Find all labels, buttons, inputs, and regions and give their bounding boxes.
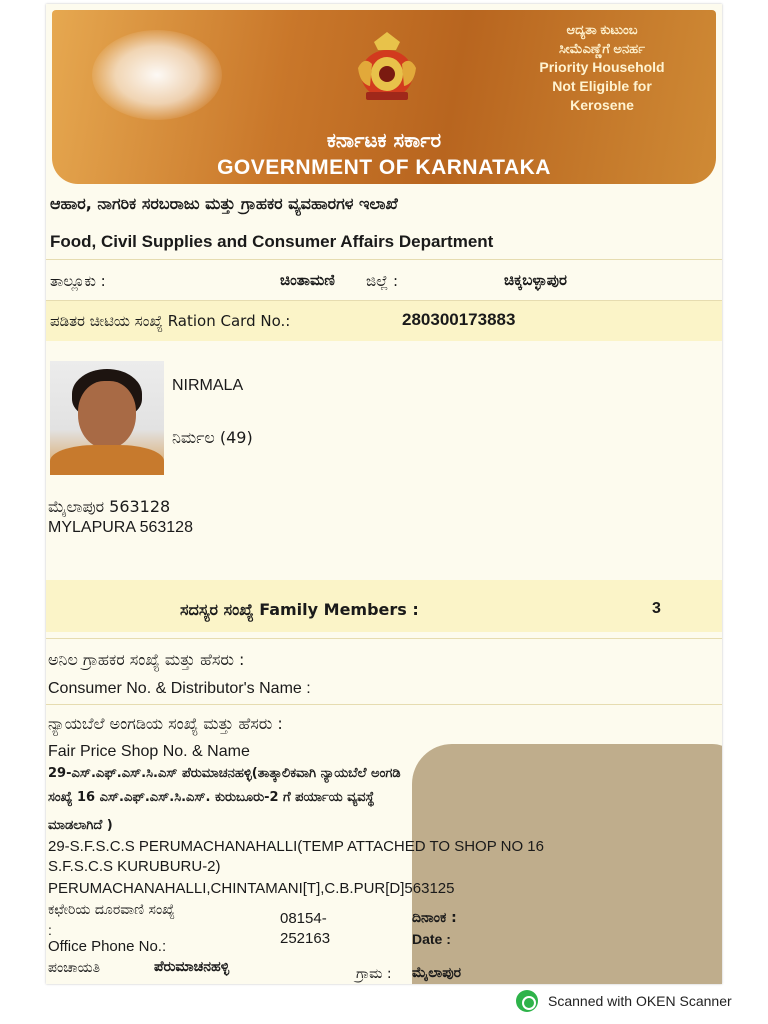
priority-kn-line: ಆದ್ಯತಾ ಕುಟುಂಬ: [566, 22, 638, 37]
light-glare: [92, 30, 222, 120]
district-value: ಚಿಕ್ಕಬಳ್ಳಾಪುರ: [504, 271, 567, 289]
ration-card: [46, 4, 722, 984]
panchayat-label: ಪಂಚಾಯತಿ: [48, 960, 101, 976]
office-phone-number: 252163: [280, 930, 331, 947]
holder-name-en: NIRMALA: [172, 377, 244, 394]
ration-card-number: 280300173883: [402, 310, 516, 329]
government-title-en: GOVERNMENT OF KARNATAKA: [217, 156, 551, 179]
consumer-label-en: Consumer No. & Distributor's Name :: [48, 680, 311, 697]
card-header: [52, 10, 716, 184]
department-name-kn: ಆಹಾರ, ನಾಗರಿಕ ಸರಬರಾಜು ಮತ್ತು ಗ್ರಾಹಕರ ವ್ಯವಹಾರಗಳ ಇಲಾಖೆ: [50, 194, 398, 213]
shop-line: ಸಂಖ್ಯೆ 16 ಎಸ್.ಎಫ್.ಎಸ್.ಸಿ.ಎಸ್. ಕುರುಬೂರು-2 ಗೆ ಪರ್ಯಾಯ ವ್ಯವಸ್ಥೆ: [48, 790, 375, 805]
taluk-label: ತಾಲ್ಲೂಕು :: [50, 272, 106, 290]
shop-line: 29-S.F.S.C.S PERUMACHANAHALLI(TEMP ATTACHED TO SHOP NO 16: [48, 838, 544, 855]
scan-shadow: [412, 744, 722, 984]
family-members-count: 3: [652, 600, 661, 617]
holder-name-kn-age: ನಿರ್ಮಲ (49): [172, 428, 253, 447]
scanner-watermark: [516, 990, 732, 1012]
address-kn: ಮೈಲಾಪುರ 563128: [48, 497, 171, 516]
karnataka-emblem-icon: [352, 28, 422, 108]
shop-label-kn: ನ್ಯಾಯಬೆಲೆ ಅಂಗಡಿಯ ಸಂಖ್ಯೆ ಮತ್ತು ಹೆಸರು :: [48, 714, 283, 733]
shop-line: 29-ಎಸ್.ಎಫ್.ಎಸ್.ಸಿ.ಎಸ್ ಪೆರುಮಾಚನಹಳ್ಳಿ(ತಾತ್ಕಾಲಿಕವಾಗಿ ನ್ಯಾಯಬೆಲೆ ಅಂಗಡಿ: [48, 766, 401, 781]
priority-en-line: Not Eligible for: [552, 78, 652, 94]
department-name-en: Food, Civil Supplies and Consumer Affairs Department: [50, 232, 494, 251]
shop-line: ಮಾಡಲಾಗಿದೆ ): [48, 818, 113, 833]
office-phone-number: 08154-: [280, 910, 327, 927]
address-en: MYLAPURA 563128: [48, 519, 193, 536]
divider: [46, 638, 722, 639]
ration-card-label: ಪಡಿತರ ಚೀಟಿಯ ಸಂಖ್ಯೆ Ration Card No.:: [50, 312, 291, 330]
district-label: ಜಿಲ್ಲೆ :: [366, 272, 399, 290]
office-phone-colon: :: [48, 922, 52, 938]
village-value: ಮೈಲಾಪುರ: [412, 965, 462, 981]
date-label-kn: ದಿನಾಂಕ :: [412, 910, 457, 926]
scanner-text: Scanned with OKEN Scanner: [548, 993, 732, 1009]
government-title-kn: ಕರ್ನಾಟಕ ಸರ್ಕಾರ: [326, 128, 442, 152]
family-members-label: ಸದಸ್ಯರ ಸಂಖ್ಯೆ Family Members :: [180, 600, 419, 619]
shop-label-en: Fair Price Shop No. & Name: [48, 743, 250, 760]
priority-household-text: [492, 20, 712, 115]
holder-photo: [50, 361, 164, 475]
office-phone-label-kn: ಕಛೇರಿಯ ದೂರವಾಣಿ ಸಂಖ್ಯೆ: [48, 902, 175, 918]
consumer-label-kn: ಅನಿಲ ಗ್ರಾಹಕರ ಸಂಖ್ಯೆ ಮತ್ತು ಹೆಸರು :: [48, 650, 245, 669]
divider: [46, 704, 722, 705]
priority-en-line: Priority Household: [539, 59, 665, 75]
village-label: ಗ್ರಾಮ :: [356, 966, 392, 982]
divider: [46, 259, 722, 260]
date-label-en: Date :: [412, 931, 451, 947]
panchayat-value: ಪೆರುಮಾಚನಹಳ್ಳಿ: [154, 959, 230, 975]
shop-line: S.F.S.C.S KURUBURU-2): [48, 858, 221, 875]
oken-scanner-icon: [516, 990, 538, 1012]
taluk-value: ಚಿಂತಾಮಣಿ: [280, 271, 335, 289]
shop-line: PERUMACHANAHALLI,CHINTAMANI[T],C.B.PUR[D]563125: [48, 880, 455, 897]
priority-kn-line: ಸೀಮೆಎಣ್ಣೆಗೆ ಅನರ್ಹ: [559, 41, 645, 56]
office-phone-label-en: Office Phone No.:: [48, 938, 167, 955]
priority-en-line: Kerosene: [570, 97, 634, 113]
